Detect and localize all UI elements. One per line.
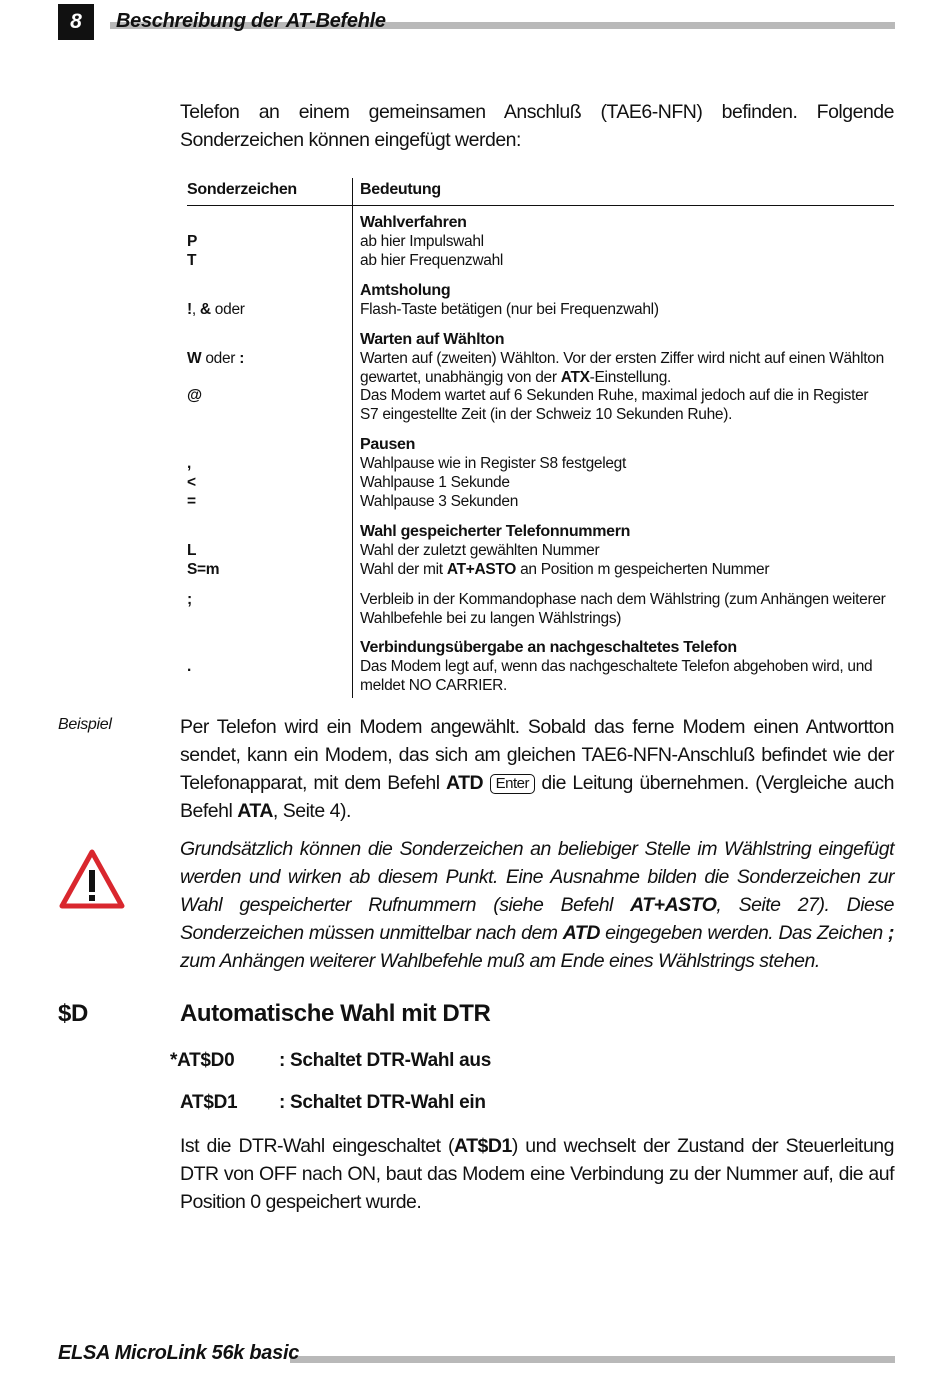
desc-flash: Flash-Taste betätigen (nur bei Frequenzwahl): [360, 301, 659, 318]
group-pausen: Pausen: [360, 436, 416, 453]
symbol-t: T: [187, 252, 197, 269]
symbol-dot: .: [187, 658, 192, 675]
section-title: Automatische Wahl mit DTR: [180, 1000, 491, 1027]
desc-w: Warten auf (zweiten) Wählton. Vor der ersten Ziffer wird nicht auf einen Wählton gewartet, unabhängig von der ATX-Einstellung.: [360, 350, 884, 386]
desc-p: ab hier Impulswahl: [360, 233, 484, 250]
symbol-l: L: [187, 542, 197, 559]
command-at-d1-desc: : Schaltet DTR-Wahl ein: [279, 1092, 486, 1113]
footer-title: ELSA MicroLink 56k basic: [58, 1342, 300, 1364]
symbol-semicolon: ;: [187, 591, 192, 608]
group-wahlverfahren: Wahlverfahren: [360, 214, 467, 231]
table-column-rule: [352, 178, 353, 698]
command-at-d0-desc: : Schaltet DTR-Wahl aus: [279, 1050, 491, 1071]
symbol-s: S=m: [187, 561, 220, 578]
warning-paragraph: Grundsätzlich können die Sonderzeichen an beliebiger Stelle im Wählstring eingefügt werden und wirken ab diesem Punkt. Eine Ausnahme bilden die Sonderzeichen zur Wahl gespeicherter Rufnummern (siehe Befehl AT+ASTO, Seite 27). Diese Sonderzeichen müssen unmittelbar nach dem ATD eingegeben werden. Das Zeichen ; zum Anhängen weiterer Wahlbefehle muß am Ende eines Wählstrings stehen.: [180, 838, 895, 972]
group-uebergabe: Verbindungsübergabe an nachgeschaltetes Telefon: [360, 639, 737, 656]
table-header-meaning: Bedeutung: [360, 181, 441, 198]
example-label: Beispiel: [58, 716, 112, 733]
desc-at: Das Modem wartet auf 6 Sekunden Ruhe, maximal jedoch auf die in Register S7 eingestellte Zeit (in der Schweiz 10 Sekunden Ruhe).: [360, 387, 869, 423]
example-paragraph: Per Telefon wird ein Modem angewählt. Sobald das ferne Modem einen Antwortton sendet, kann ein Modem, das sich am gleichen TAE6-NFN-Anschluß befindet wie der Telefonapparat, mit dem Befehl ATD Enter die Leitung übernehmen. (Vergleiche auch Befehl ATA, Seite 4).: [180, 716, 895, 822]
desc-lt: Wahlpause 1 Sekunde: [360, 474, 510, 491]
symbol-flash: !, & oder: [187, 301, 245, 318]
desc-eq: Wahlpause 3 Sekunden: [360, 493, 519, 510]
group-amtsholung: Amtsholung: [360, 282, 451, 299]
table-header-symbol: Sonderzeichen: [187, 181, 297, 198]
desc-t: ab hier Frequenzwahl: [360, 252, 504, 269]
header-title: Beschreibung der AT-Befehle: [116, 10, 386, 32]
group-gespeichert: Wahl gespeicherter Telefonnummern: [360, 523, 631, 540]
intro-paragraph: Telefon an einem gemeinsamen Anschluß (TAE6-NFN) befinden. Folgende Sonderzeichen können eingefügt werden:: [180, 101, 894, 151]
section-code: $D: [58, 1000, 89, 1027]
enter-key-icon: Enter: [490, 774, 535, 794]
desc-s: Wahl der mit AT+ASTO an Position m gespeicherten Nummer: [360, 561, 770, 578]
warning-triangle-icon: [58, 848, 126, 912]
symbol-p: P: [187, 233, 198, 250]
desc-semicolon: Verbleib in der Kommandophase nach dem Wählstring (zum Anhängen weiterer Wahlbefehle bei zu langen Wählstrings): [360, 591, 886, 627]
desc-dot: Das Modem legt auf, wenn das nachgeschaltete Telefon abgehoben wird, und meldet NO CARRIER.: [360, 658, 873, 694]
table-header-rule: [187, 205, 894, 206]
section-body: Ist die DTR-Wahl eingeschaltet (AT$D1) und wechselt der Zustand der Steuerleitung DTR von OFF nach ON, baut das Modem eine Verbindung zu der Nummer auf, die auf Position 0 gespeichert wurde.: [180, 1135, 894, 1213]
footer-rule: [290, 1356, 895, 1363]
command-at-d0: *AT$D0: [170, 1050, 235, 1071]
symbol-eq: =: [187, 493, 196, 510]
desc-l: Wahl der zuletzt gewählten Nummer: [360, 542, 600, 559]
symbol-at: @: [187, 387, 202, 404]
command-at-d1: AT$D1: [180, 1092, 238, 1113]
group-warten: Warten auf Wählton: [360, 331, 505, 348]
desc-comma: Wahlpause wie in Register S8 festgelegt: [360, 455, 627, 472]
page-number: 8: [58, 4, 94, 40]
symbol-w: W oder :: [187, 350, 245, 367]
symbol-lt: <: [187, 474, 196, 491]
symbol-comma: ,: [187, 455, 192, 472]
